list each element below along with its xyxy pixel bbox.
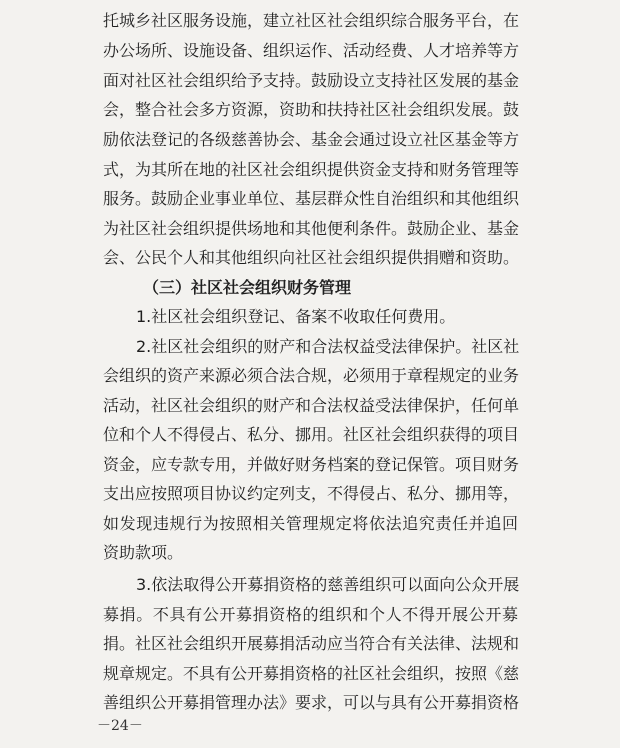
paragraph-line: 规章规定。不具有公开募捐资格的社区社会组织，按照《慈 xyxy=(103,664,520,683)
paragraph-line: 会组织的资产来源必须合法合规，必须用于章程规定的业务 xyxy=(103,366,520,385)
paragraph-line: 活动，社区社会组织的财产和合法权益受法律保护，任何单 xyxy=(103,396,520,415)
paragraph-line: 1.社区社会组织登记、备案不收取任何费用。 xyxy=(136,307,456,326)
paragraph-line: 资助款项。 xyxy=(103,543,184,562)
paragraph-line: 位和个人不得侵占、私分、挪用。社区社会组织获得的项目 xyxy=(103,425,520,444)
paragraph-line: 资金，应专款专用，并做好财务档案的登记保管。项目财务 xyxy=(103,455,520,474)
paragraph-line: 托城乡社区服务设施，建立社区社会组织综合服务平台，在 xyxy=(103,11,520,30)
paragraph-line: 办公场所、设施设备、组织运作、活动经费、人才培养等方 xyxy=(103,41,520,60)
paragraph-line: 支出应按照项目协议约定列支，不得侵占、私分、挪用等， xyxy=(103,484,520,503)
paragraph-line: 为社区社会组织提供场地和其他便利条件。鼓励企业、基金 xyxy=(103,219,520,238)
paragraph-line: 励依法登记的各级慈善协会、基金会通过设立社区基金等方 xyxy=(103,130,520,149)
paragraph-line: 善组织公开募捐管理办法》要求，可以与具有公开募捐资格 xyxy=(103,693,520,712)
paragraph-line: 会，整合社会多方资源，资助和扶持社区社会组织发展。鼓 xyxy=(103,100,520,119)
page-number: －24－ xyxy=(97,718,143,734)
paragraph-line: 式，为其所在地的社区社会组织提供资金支持和财务管理等 xyxy=(103,160,520,179)
paragraph-line: 捐。社区社会组织开展募捐活动应当符合有关法律、法规和 xyxy=(103,634,520,653)
paragraph-line: 服务。鼓励企业事业单位、基层群众性自治组织和其他组织 xyxy=(103,189,520,208)
paragraph-line: 如发现违规行为按照相关管理规定将依法追究责任并追回 xyxy=(103,514,518,533)
paragraph-line: 会、公民个人和其他组织向社区社会组织提供捐赠和资助。 xyxy=(103,248,520,267)
paragraph-line: 面对社区社会组织给予支持。鼓励设立支持社区发展的基金 xyxy=(103,71,520,90)
section-heading: （三）社区社会组织财务管理 xyxy=(143,278,352,297)
paragraph-line: 募捐。不具有公开募捐资格的组织和个人不得开展公开募 xyxy=(103,605,518,624)
paragraph-line: 3.依法取得公开募捐资格的慈善组织可以面向公众开展 xyxy=(136,575,520,594)
paragraph-line: 2.社区社会组织的财产和合法权益受法律保护。社区社 xyxy=(136,337,520,356)
